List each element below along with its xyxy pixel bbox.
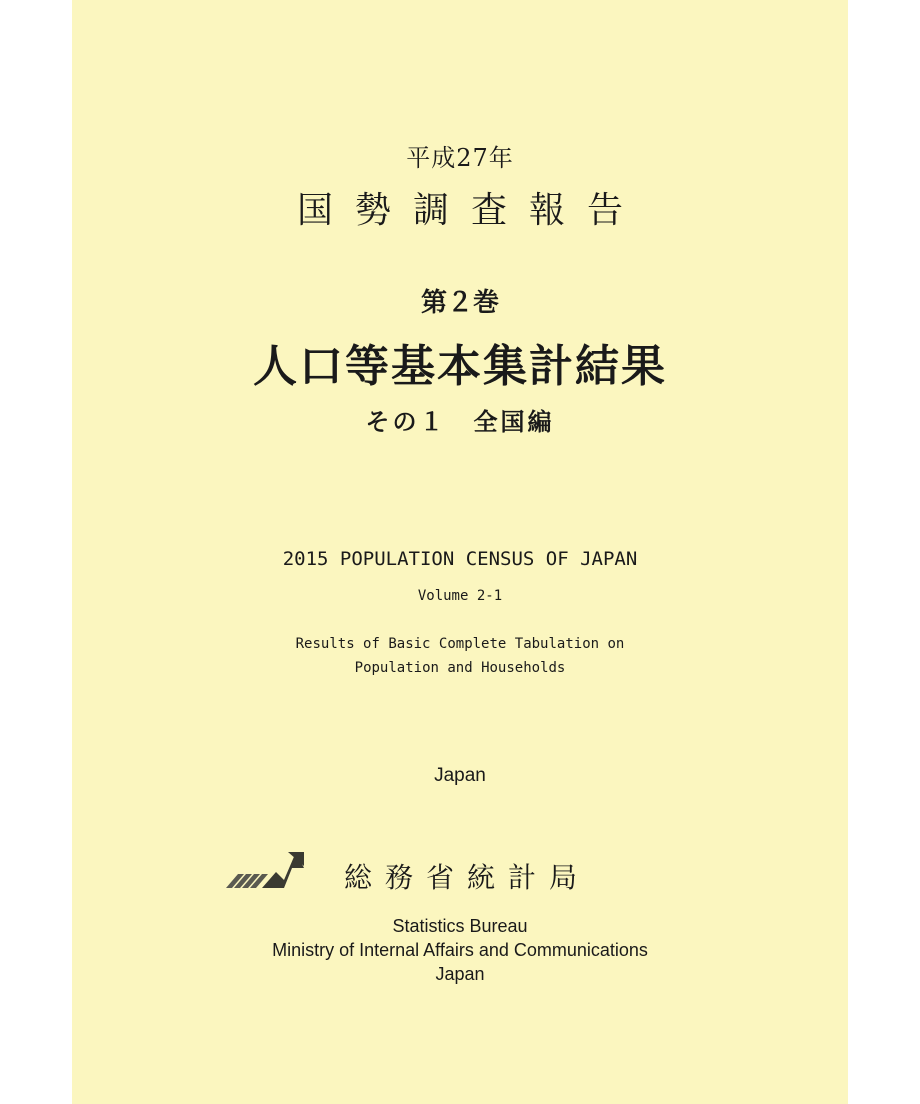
bureau-name-jp: 総務省統計局	[344, 861, 591, 894]
subtitle-jp: その１ 全国編	[365, 408, 555, 436]
ministry-name-en: Ministry of Internal Affairs and Communications	[272, 940, 648, 960]
statistics-bureau-logo-icon	[222, 848, 312, 894]
country-name-en: Japan	[434, 765, 486, 786]
report-title: 国勢調査報告	[296, 190, 645, 231]
results-title-line-2: Population and Households	[354, 660, 566, 676]
census-title-en: 2015 POPULATION CENSUS OF JAPAN	[282, 548, 638, 570]
results-title-line-1: Results of Basic Complete Tabulation on	[295, 636, 625, 652]
bureau-name-en: Statistics Bureau	[392, 916, 528, 936]
era-year: 平成27年	[406, 144, 514, 172]
volume-number-jp: 第２巻	[420, 288, 499, 318]
volume-number-en: Volume 2-1	[417, 588, 503, 604]
main-title-jp: 人口等基本集計結果	[253, 341, 667, 392]
publisher-country-en: Japan	[435, 964, 485, 984]
